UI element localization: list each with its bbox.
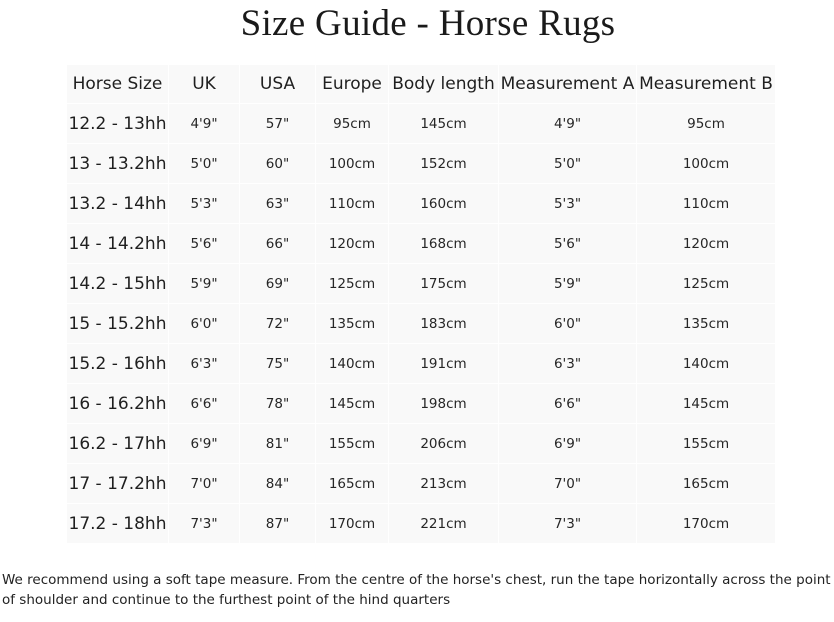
table-cell-body-length: 221cm [389,504,498,543]
table-cell-horse-size: 14 - 14.2hh [67,224,168,263]
column-header-measurement-b: Measurement B [637,65,775,103]
table-cell-usa: 57" [240,104,315,143]
table-cell-uk: 6'6" [169,384,239,423]
table-cell-usa: 78" [240,384,315,423]
table-cell-usa: 87" [240,504,315,543]
table-cell-uk: 5'9" [169,264,239,303]
table-row [67,104,775,143]
table-cell-body-length: 213cm [389,464,498,503]
measuring-instructions: We recommend using a soft tape measure. From the centre of the horse's chest, run the tape horizontally across the point of shoulder and continue to the furthest point of the hind quarters [2,572,831,608]
table-cell-usa: 72" [240,304,315,343]
table-cell-europe: 125cm [316,264,388,303]
table-cell-usa: 84" [240,464,315,503]
table-cell-horse-size: 17 - 17.2hh [67,464,168,503]
column-header-body-length: Body length [389,65,498,103]
table-cell-europe: 120cm [316,224,388,263]
table-cell-measurement-b: 125cm [637,264,775,303]
table-cell-measurement-a: 7'3" [499,504,636,543]
table-cell-body-length: 198cm [389,384,498,423]
table-row [67,304,775,343]
table-cell-measurement-b: 135cm [637,304,775,343]
table-cell-usa: 75" [240,344,315,383]
table-cell-uk: 5'0" [169,144,239,183]
table-cell-horse-size: 15 - 15.2hh [67,304,168,343]
table-cell-horse-size: 13.2 - 14hh [67,184,168,223]
table-cell-measurement-b: 170cm [637,504,775,543]
table-header-row [67,65,775,103]
table-cell-measurement-b: 155cm [637,424,775,463]
table-cell-body-length: 206cm [389,424,498,463]
table-cell-horse-size: 16 - 16.2hh [67,384,168,423]
table-cell-uk: 6'3" [169,344,239,383]
table-body [67,104,775,543]
table-cell-horse-size: 17.2 - 18hh [67,504,168,543]
table-cell-europe: 110cm [316,184,388,223]
table-cell-uk: 6'0" [169,304,239,343]
table-row [67,424,775,463]
table-cell-measurement-a: 7'0" [499,464,636,503]
table-cell-usa: 66" [240,224,315,263]
table-cell-uk: 5'3" [169,184,239,223]
table-cell-body-length: 160cm [389,184,498,223]
table-cell-usa: 60" [240,144,315,183]
table-cell-horse-size: 16.2 - 17hh [67,424,168,463]
table-cell-body-length: 168cm [389,224,498,263]
table-cell-europe: 145cm [316,384,388,423]
table-row [67,144,775,183]
table-cell-body-length: 183cm [389,304,498,343]
column-header-measurement-a: Measurement A [499,65,636,103]
table-cell-measurement-a: 5'9" [499,264,636,303]
table-row [67,384,775,423]
table-row [67,264,775,303]
table-cell-measurement-a: 6'6" [499,384,636,423]
table-cell-measurement-b: 95cm [637,104,775,143]
table-cell-body-length: 152cm [389,144,498,183]
table-cell-europe: 165cm [316,464,388,503]
table-row [67,224,775,263]
page-title: Size Guide - Horse Rugs [240,3,616,44]
size-guide-table [66,64,776,544]
table-cell-measurement-a: 6'3" [499,344,636,383]
table-cell-measurement-a: 5'6" [499,224,636,263]
table-row [67,504,775,543]
table-cell-measurement-a: 6'0" [499,304,636,343]
table-cell-measurement-a: 6'9" [499,424,636,463]
table-cell-uk: 4'9" [169,104,239,143]
table-cell-measurement-b: 165cm [637,464,775,503]
table-cell-usa: 81" [240,424,315,463]
table-cell-europe: 155cm [316,424,388,463]
table-cell-measurement-a: 5'3" [499,184,636,223]
table-cell-horse-size: 14.2 - 15hh [67,264,168,303]
table-cell-europe: 100cm [316,144,388,183]
table-cell-europe: 170cm [316,504,388,543]
table-cell-horse-size: 15.2 - 16hh [67,344,168,383]
table-cell-uk: 7'0" [169,464,239,503]
table-cell-uk: 7'3" [169,504,239,543]
table-cell-horse-size: 13 - 13.2hh [67,144,168,183]
column-header-usa: USA [240,65,315,103]
table-cell-measurement-a: 4'9" [499,104,636,143]
table-cell-europe: 95cm [316,104,388,143]
table-cell-measurement-b: 100cm [637,144,775,183]
table-row [67,184,775,223]
table-cell-measurement-b: 140cm [637,344,775,383]
table-cell-body-length: 191cm [389,344,498,383]
table-cell-measurement-b: 120cm [637,224,775,263]
table-cell-body-length: 175cm [389,264,498,303]
column-header-uk: UK [169,65,239,103]
table-cell-europe: 135cm [316,304,388,343]
table-cell-europe: 140cm [316,344,388,383]
table-cell-measurement-a: 5'0" [499,144,636,183]
table-cell-measurement-b: 145cm [637,384,775,423]
table-row [67,464,775,503]
column-header-europe: Europe [316,65,388,103]
table-cell-uk: 5'6" [169,224,239,263]
table-row [67,344,775,383]
column-header-horse-size: Horse Size [67,65,168,103]
table-cell-measurement-b: 110cm [637,184,775,223]
table-cell-usa: 63" [240,184,315,223]
table-cell-uk: 6'9" [169,424,239,463]
table-cell-body-length: 145cm [389,104,498,143]
table-cell-usa: 69" [240,264,315,303]
table-cell-horse-size: 12.2 - 13hh [67,104,168,143]
